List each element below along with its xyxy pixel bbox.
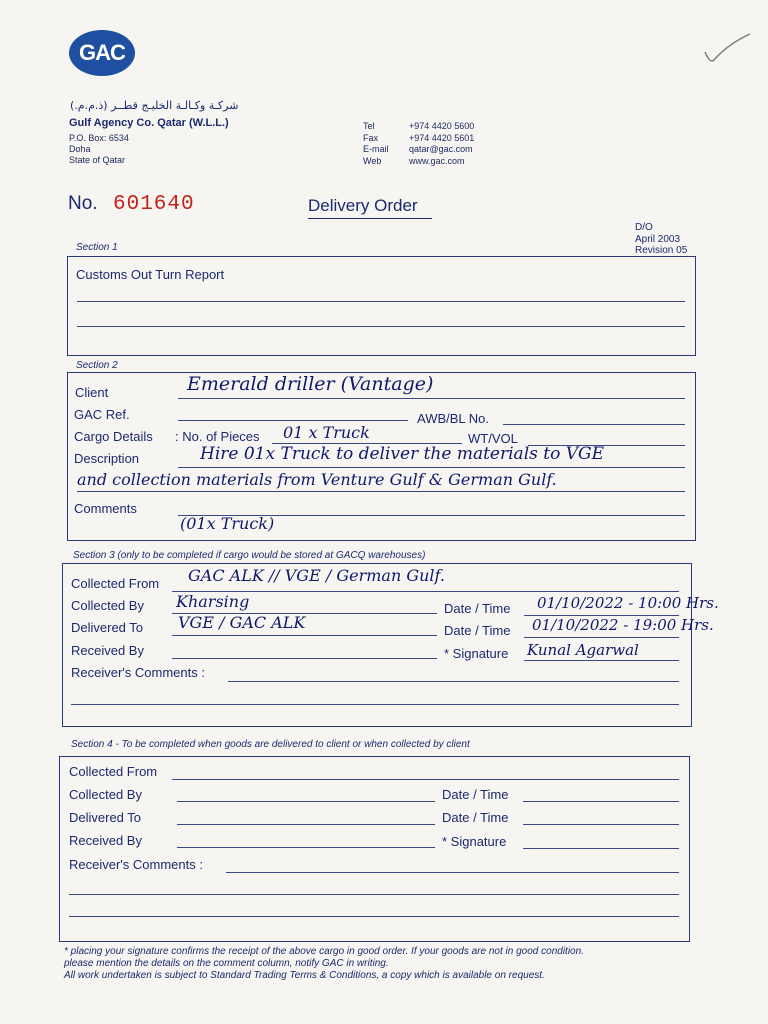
collected-by-value: Kharsing [176, 592, 250, 611]
collected-from-label: Collected From [71, 576, 160, 591]
section-2-heading: Section 2 [76, 360, 118, 371]
description-field[interactable] [178, 467, 685, 468]
footer-notes [64, 946, 704, 982]
comments-label: Comments [74, 501, 137, 516]
s4-received-by-field[interactable] [177, 847, 435, 848]
address-line: State of Qatar [69, 155, 126, 165]
description-field[interactable] [77, 491, 685, 492]
contact-value: qatar@gac.com [409, 144, 473, 154]
s4-receivers-comments-field[interactable] [69, 894, 679, 895]
received-by-field[interactable] [172, 658, 437, 659]
receivers-comments-label: Receiver's Comments : [71, 665, 205, 680]
blank-line[interactable] [77, 326, 685, 327]
revision-line: April 2003 [635, 233, 681, 245]
company-name: Gulf Agency Co. Qatar (W.L.L.) [69, 117, 229, 129]
delivered-date-value: 01/10/2022 - 19:00 Hrs. [532, 616, 714, 634]
gac-logo [69, 30, 135, 76]
company-name-arabic: شركـة وكـالـة الخليـج قطــر (ذ.م.م.) [70, 99, 239, 112]
signature-label: * Signature [444, 646, 509, 661]
s4-collected-by-field[interactable] [177, 801, 435, 802]
contact-value: +974 4420 5601 [409, 132, 475, 143]
delivered-date-field[interactable] [524, 637, 679, 638]
address-line: P.O. Box: 6534 [69, 133, 129, 143]
gac-ref-field[interactable] [178, 420, 408, 421]
order-number: 601640 [113, 193, 195, 216]
description-line-2: and collection materials from Venture Gulf & German Gulf. [77, 470, 557, 489]
document-title: Delivery Order [308, 196, 418, 215]
comments-value: (01x Truck) [180, 514, 275, 533]
pieces-value: 01 x Truck [283, 423, 370, 442]
footer-line: * placing your signature confirms the receipt of the above cargo in good order. If your goods are not in good condition. [64, 946, 584, 957]
description-label: Description [74, 451, 140, 466]
s4-signature-label: * Signature [442, 834, 507, 849]
client-value: Emerald driller (Vantage) [187, 373, 434, 395]
pieces-label: : No. of Pieces [175, 429, 260, 444]
collected-date-label: Date / Time [444, 601, 511, 616]
s4-collected-date-label: Date / Time [442, 787, 509, 802]
section-4-box [59, 756, 690, 942]
delivered-to-value: VGE / GAC ALK [178, 613, 306, 632]
customs-out-turn-label: Customs Out Turn Report [76, 267, 225, 282]
s4-delivered-date-field[interactable] [523, 824, 679, 825]
s4-receivers-comments-field[interactable] [226, 872, 679, 873]
footer-line: All work undertaken is subject to Standard Trading Terms & Conditions, a copy which is available on request. [64, 970, 545, 981]
receivers-comments-field[interactable] [228, 681, 679, 682]
s4-receivers-comments-label: Receiver's Comments : [69, 857, 203, 872]
collected-date-value: 01/10/2022 - 10:00 Hrs. [537, 594, 719, 612]
section-1-heading: Section 1 [76, 242, 118, 253]
signature-field[interactable] [524, 660, 679, 661]
delivered-date-label: Date / Time [444, 623, 511, 638]
collected-by-label: Collected By [71, 598, 144, 613]
contact-value: www.gac.com [409, 155, 465, 166]
company-address [69, 133, 129, 166]
gac-ref-label: GAC Ref. [74, 407, 130, 422]
s4-receivers-comments-field[interactable] [69, 916, 679, 917]
s4-delivered-date-label: Date / Time [442, 810, 509, 825]
section-4-heading: Section 4 - To be completed when goods are delivered to client or when collected by client [71, 739, 470, 750]
revision-info [635, 222, 687, 257]
receivers-comments-field[interactable] [71, 704, 679, 705]
awb-field[interactable] [503, 424, 685, 425]
contact-value: +974 4420 5600 [409, 121, 475, 131]
s4-collected-by-label: Collected By [69, 787, 142, 802]
s4-delivered-to-label: Delivered To [69, 810, 142, 825]
logo-text: GAC [79, 40, 125, 65]
contact-label: E-mail [363, 144, 389, 154]
revision-line: Revision 05 [635, 245, 688, 256]
cargo-details-label: Cargo Details [74, 429, 153, 444]
section-3-heading: Section 3 (only to be completed if cargo would be stored at GACQ warehouses) [73, 550, 426, 561]
contact-label: Web [363, 155, 382, 166]
title-underline [308, 218, 432, 219]
revision-line: D/O [635, 222, 653, 233]
s4-signature-field[interactable] [523, 848, 679, 849]
collected-from-value: GAC ALK // VGE / German Gulf. [188, 566, 445, 585]
client-field[interactable] [178, 398, 685, 399]
received-by-label: Received By [71, 643, 144, 658]
s4-collected-date-field[interactable] [523, 801, 679, 802]
signature-value: Kunal Agarwal [527, 641, 639, 659]
check-mark-icon [700, 30, 755, 70]
contact-label: Tel [363, 121, 375, 131]
contact-labels [363, 121, 389, 167]
delivered-to-field[interactable] [172, 635, 437, 636]
s4-received-by-label: Received By [69, 833, 142, 848]
s4-collected-from-field[interactable] [172, 779, 679, 780]
s4-collected-from-label: Collected From [69, 764, 158, 779]
blank-line[interactable] [77, 301, 685, 302]
awb-label: AWB/BL No. [417, 411, 490, 426]
delivered-to-label: Delivered To [71, 620, 144, 635]
order-number-label: No. [68, 193, 98, 214]
wt-vol-label: WT/VOL [468, 431, 518, 446]
client-label: Client [75, 385, 109, 400]
s4-delivered-to-field[interactable] [177, 824, 435, 825]
contact-values [409, 121, 474, 167]
contact-label: Fax [363, 132, 379, 143]
address-line: Doha [69, 144, 91, 154]
description-line-1: Hire 01x Truck to deliver the materials to VGE [200, 444, 604, 464]
footer-line: please mention the details on the comment column, notify GAC in writing. [64, 958, 389, 969]
